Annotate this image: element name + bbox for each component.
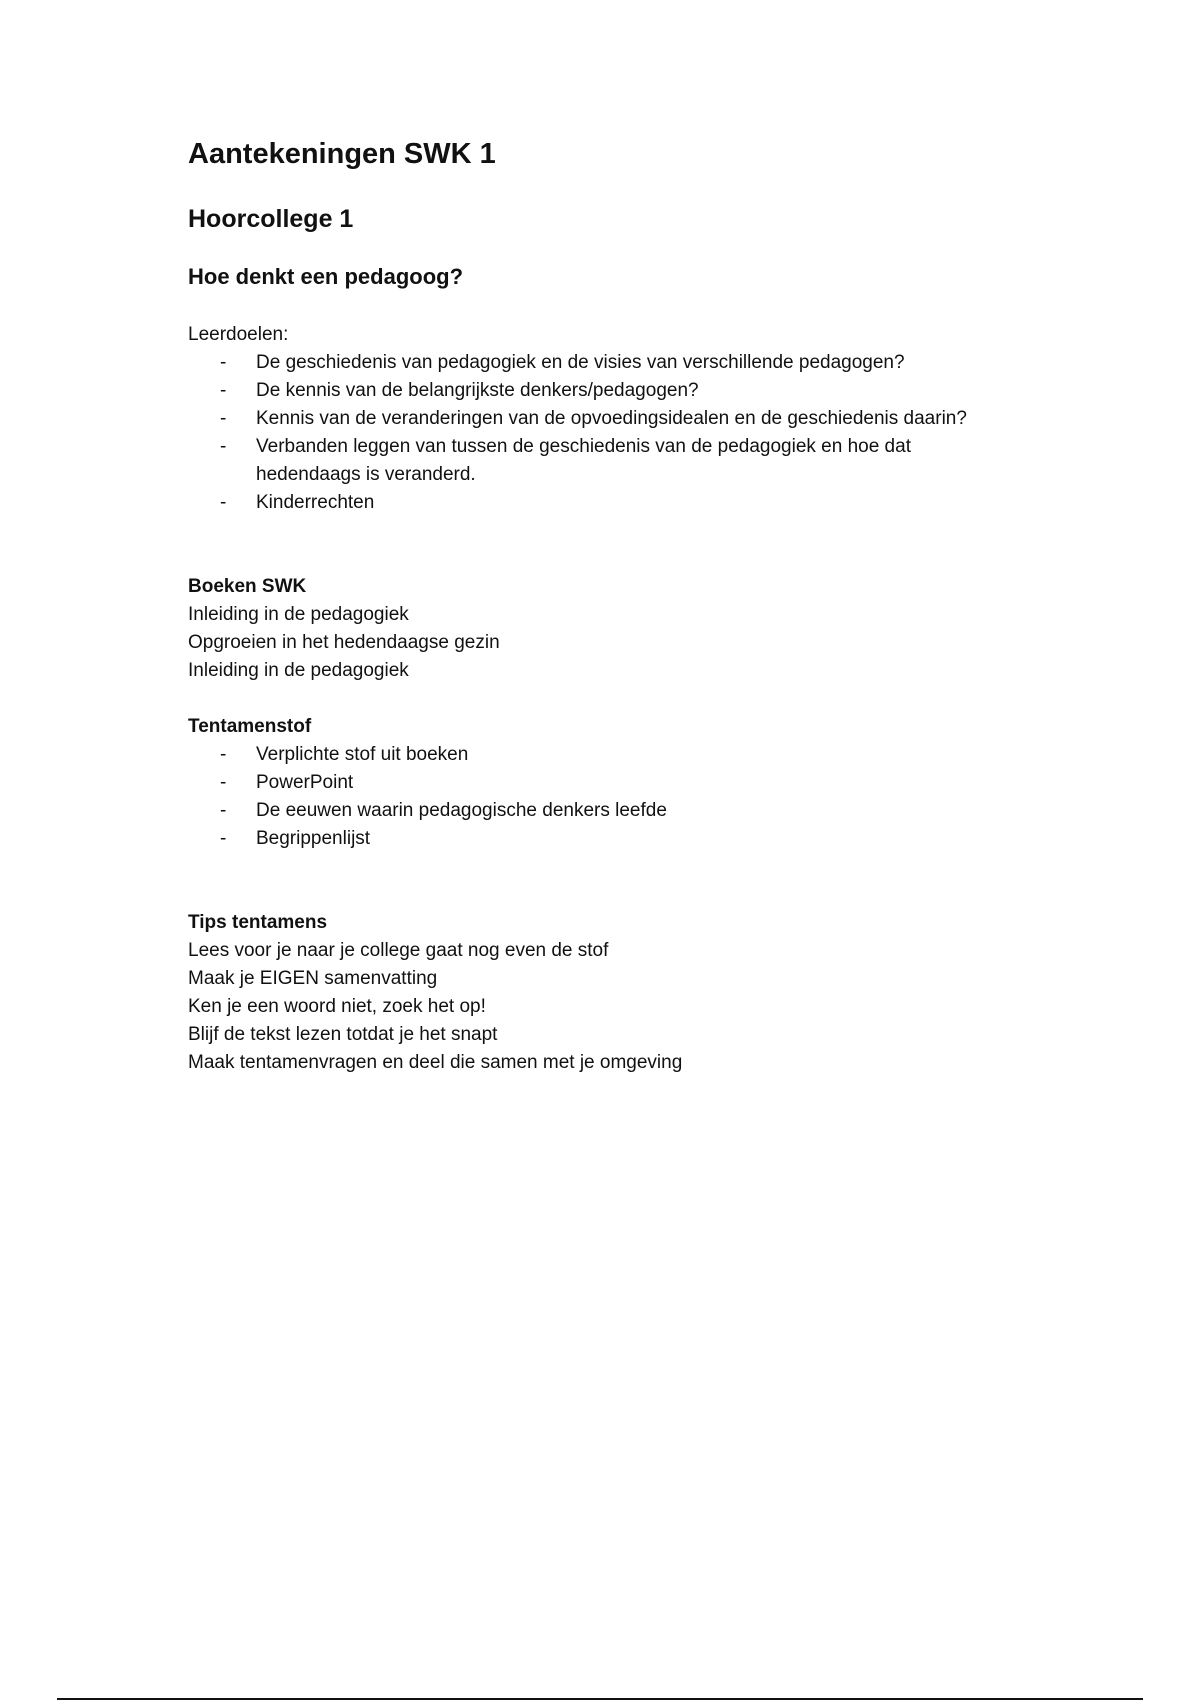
tip-line: Maak tentamenvragen en deel die samen met je omgeving [188, 1052, 683, 1073]
list-item-text: De kennis van de belangrijkste denkers/pedagogen? [256, 380, 699, 401]
list-item [188, 797, 1088, 825]
exam-tips-heading: Tips tentamens [188, 912, 328, 933]
list-item-text: Kennis van de veranderingen van de opvoedingsidealen en de geschiedenis daarin? [256, 408, 967, 429]
list-item-text: De geschiedenis van pedagogiek en de visies van verschillende pedagogen? [256, 352, 905, 373]
list-item [188, 769, 1088, 797]
bullet-dash: - [220, 492, 227, 513]
tip-line: Blijf de tekst lezen totdat je het snapt [188, 1024, 498, 1045]
learning-goals-label: Leerdoelen: [188, 324, 289, 345]
spacer [188, 685, 1088, 713]
document-content [188, 136, 1088, 1077]
list-item-text: PowerPoint [256, 772, 354, 793]
learning-goals-list [188, 349, 1088, 517]
exam-material-list [188, 741, 1088, 853]
spacer [188, 517, 1088, 573]
list-item-text: Verplichte stof uit boeken [256, 744, 469, 765]
list-item [188, 825, 1088, 853]
spacer [188, 853, 1088, 909]
bullet-dash: - [220, 772, 227, 793]
tip-line: Lees voor je naar je college gaat nog even de stof [188, 940, 609, 961]
list-item [188, 405, 1088, 433]
bullet-dash: - [220, 828, 227, 849]
bullet-dash: - [220, 800, 227, 821]
tip-line: Ken je een woord niet, zoek het op! [188, 996, 486, 1017]
lecture-subtitle: Hoe denkt een pedagoog? [188, 264, 464, 289]
bullet-dash: - [220, 744, 227, 765]
book-line: Inleiding in de pedagogiek [188, 604, 409, 625]
list-item [188, 349, 1088, 377]
tip-line: Maak je EIGEN samenvatting [188, 968, 438, 989]
list-item [188, 377, 1088, 405]
list-item [188, 433, 1006, 489]
book-line: Opgroeien in het hedendaagse gezin [188, 632, 500, 653]
bullet-dash: - [220, 408, 227, 429]
exam-material-heading: Tentamenstof [188, 716, 312, 737]
book-line: Inleiding in de pedagogiek [188, 660, 409, 681]
books-heading: Boeken SWK [188, 576, 307, 597]
list-item-text: De eeuwen waarin pedagogische denkers leefde [256, 800, 667, 821]
bullet-dash: - [220, 352, 227, 373]
bullet-dash: - [220, 436, 227, 457]
list-item-text: Verbanden leggen van tussen de geschiedenis van de pedagogiek en hoe dat hedendaags is veranderd. [256, 436, 911, 485]
lecture-heading: Hoorcollege 1 [188, 205, 354, 233]
list-item [188, 741, 1088, 769]
list-item [188, 489, 1088, 517]
list-item-text: Kinderrechten [256, 492, 375, 513]
bullet-dash: - [220, 380, 227, 401]
list-item-text: Begrippenlijst [256, 828, 371, 849]
document-title: Aantekeningen SWK 1 [188, 138, 496, 170]
